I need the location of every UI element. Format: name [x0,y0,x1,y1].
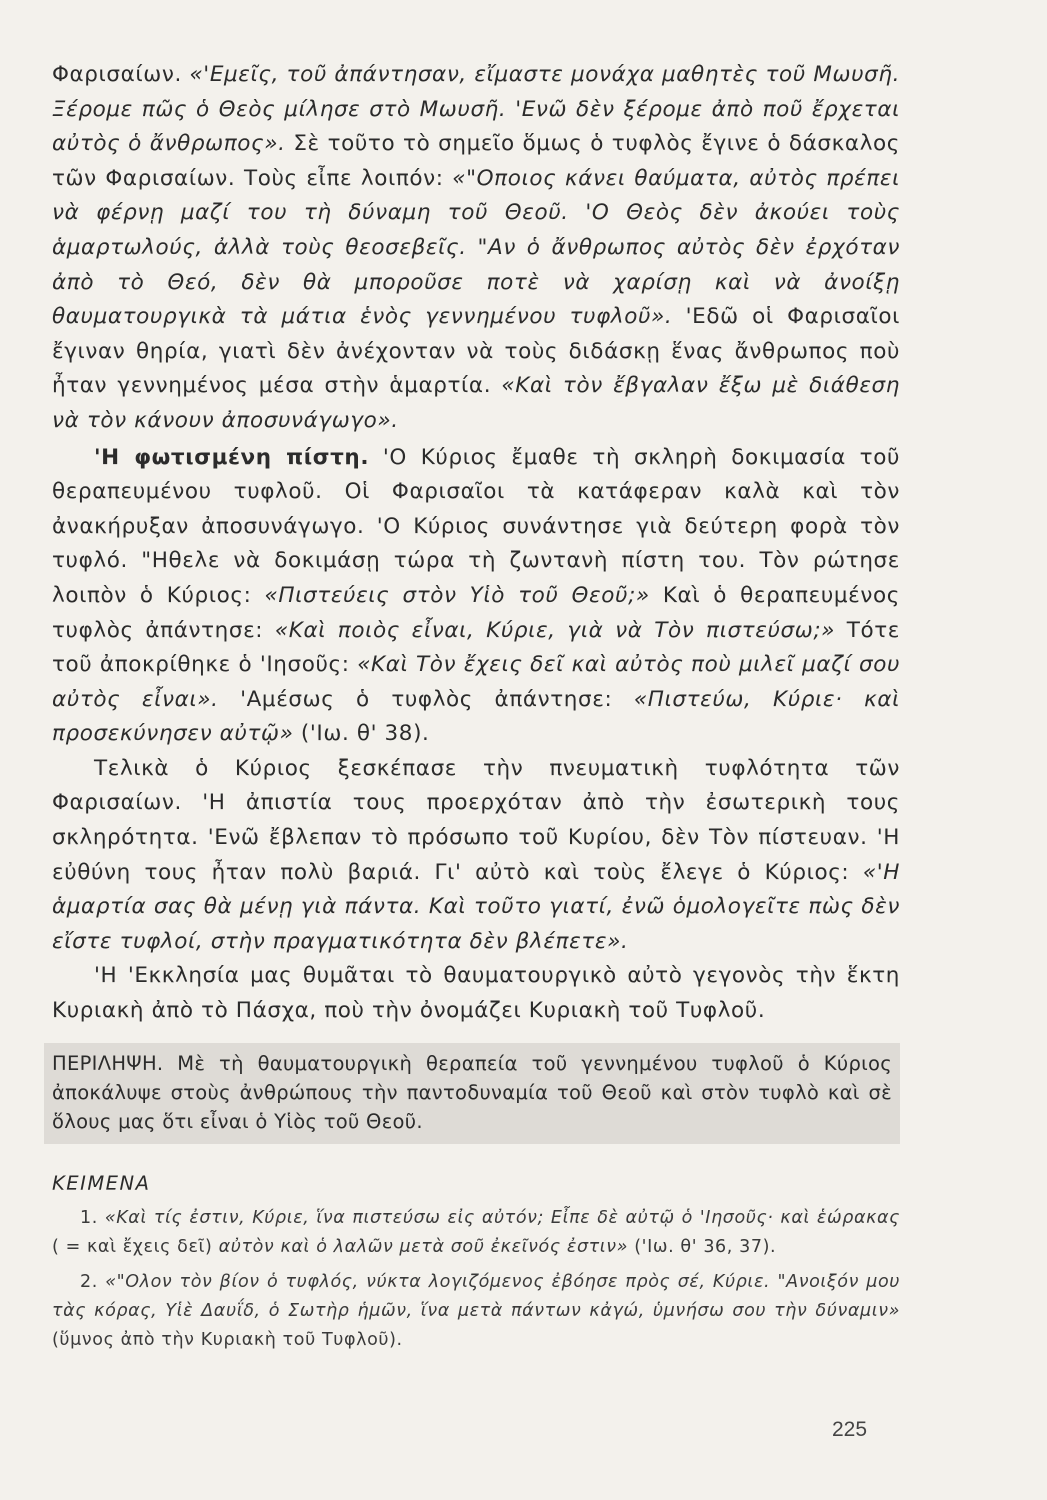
quote: αὐτὸν καὶ ὁ λαλῶν μετὰ σοῦ ἐκεῖνός ἐστιν» [218,1236,629,1257]
text-span: Τελικὰ ὁ Κύριος ξεσκέπασε τὴν πνευματικὴ τυφλότητα τῶν Φαρισαίων. 'Η ἀπιστία τους προερχόταν ἀπὸ τὴν ἐσωτερικὴ τους σκληρότητα. 'Ενῶ ἔβλεπαν τὸ πρόσωπο τοῦ Κυρίου, δὲν Τὸν πίστευαν. 'Η εὐθύνη τους ἦταν πολὺ βαριά. Γι' αὐτὸ καὶ τοὺς ἔλεγε ὁ Κύριος: [52,755,900,885]
reference: (ὕμνος ἀπὸ τὴν Κυριακὴ τοῦ Τυφλοῦ). [52,1329,403,1350]
text-span: Τότε τοῦ ἀποκρίθηκε ὁ 'Ιησοῦς: [52,617,901,678]
page-number: 225 [832,1418,868,1441]
quote: «"Ολον τὸν βίον ὁ τυφλός, νύκτα λογιζόμενος ἐβόησε πρὸς σέ, Κύριε. "Ανοιξόν μου τὰς κόρας, Υἱὲ Δαυΐδ, ὁ Σωτὴρ ἡμῶν, ἵνα μετὰ πάντων κἀγώ, ὑμνήσω σου τὴν δύναμιν» [52,1271,901,1321]
quote: «Πιστεύω, Κύριε· καὶ προσεκύνησεν αὐτῷ» [52,686,901,747]
quote: «Καὶ Τὸν ἔχεις δεῖ καὶ αὐτὸς ποὺ μιλεῖ μαζί σου αὐτὸς εἶναι». [52,652,900,712]
text-span: Καὶ ὁ θεραπευμένος τυφλὸς ἀπάντησε: [52,582,900,643]
summary-box: ΠΕΡΙΛΗΨΗ. Μὲ τὴ θαυματουργικὴ θεραπεία τοῦ γεννημένου τυφλοῦ ὁ Κύριος ἀποκάλυψε στοὺς ἀνθρώπους τὴν παντοδυναμία τοῦ Θεοῦ καὶ στὸν τυφλὸ καὶ σὲ ὅλους μας ὅτι εἶναι ὁ Υἱὸς τοῦ Θεοῦ. [44,1043,900,1144]
paragraph-4: 'Η 'Εκκλησία μας θυμᾶται τὸ θαυματουργικὸ αὐτὸ γεγονὸς τὴν ἕκτη Κυριακὴ ἀπὸ τὸ Πάσχα, ποὺ τὴν ὀνομάζει Κυριακὴ τοῦ Τυφλοῦ. [52,963,900,1024]
text-span: 'Ο Κύριος ἔμαθε τὴ σκληρὴ δοκιμασία τοῦ θεραπευμένου τυφλοῦ. Οἱ Φαρισαῖοι τὰ κατάφεραν καλὰ καὶ τὸν ἀνακήρυξαν ἀποσυνάγωγο. 'Ο Κύριος συνάντησε γιὰ δεύτερη φορὰ τὸν τυφλό. "Ηθελε νὰ δοκιμάσῃ τώρα τὴ ζωντανὴ πίστη του. Τὸν ρώτησε λοιπὸν ὁ Κύριος: [52,444,900,608]
text-span: 'Εδῶ οἱ Φαρισαῖοι ἔγιναν θηρία, γιατὶ δὲν ἀνέχονταν νὰ τοὺς διδάσκῃ ἕνας ἄνθρωπος ποὺ ἦταν γεννημένος μέσα στὴν ἁμαρτία. [52,304,901,399]
quote: «'Εμεῖς, τοῦ ἀπάντησαν, εἴμαστε μονάχα μαθητὲς τοῦ Μωυσῆ. Ξέρομε πῶς ὁ Θεὸς μίλησε στὸ Μωυσῆ. 'Ενῶ δὲν ξέρομε ἀπὸ ποῦ ἔρχεται αὐτὸς ὁ ἄνθρωπος». [52,62,901,157]
item-number: 1. [80,1207,105,1228]
reference: ('Ιω. θ' 36, 37). [628,1236,777,1257]
text-span: ( = καὶ ἔχεις δεῖ) [52,1236,219,1257]
quote: «Καὶ τίς ἐστιν, Κύριε, ἵνα πιστεύσω εἰς αὐτόν; Εἶπε δὲ αὐτῷ ὁ 'Ιησοῦς· καὶ ἑώρακας [104,1207,900,1228]
quote: «"Οποιος κάνει θαύματα, αὐτὸς πρέπει νὰ φέρνῃ μαζί του τὴ δύναμη τοῦ Θεοῦ. 'Ο Θεὸς δὲν ἀκούει τοὺς ἁμαρτωλούς, ἀλλὰ τοὺς θεοσεβεῖς. "Αν ὁ ἄνθρωπος αὐτὸς δὲν ἐρχόταν ἀπὸ τὸ Θεό, δὲν θὰ μποροῦσε ποτὲ νὰ χαρίσῃ καὶ νὰ ἀνοίξῃ θαυματουργικὰ τὰ μάτια ἑνὸς γεννημένου τυφλοῦ». [52,165,900,330]
text-span: 'Αμέσως ὁ τυφλὸς ἀπάντησε: [218,686,634,712]
texts-section [52,1204,900,1355]
quote: «Πιστεύεις στὸν Υἱὸ τοῦ Θεοῦ;» [264,582,650,608]
page-content [52,58,900,1355]
section-heading: 'Η φωτισμένη πίστη. [94,444,370,470]
texts-heading: ΚΕΙΜΕΝΑ [52,1171,151,1195]
text-span: Φαρισαίων. [52,62,190,87]
quote: «Καὶ τὸν ἔβγαλαν ἔξω μὲ διάθεση νὰ τὸν κάνουν ἀποσυνάγωγο». [52,373,900,433]
paragraph-2 [52,441,900,752]
text-span: Σὲ τοῦτο τὸ σημεῖο ὅμως ὁ τυφλὸς ἔγινε ὁ δάσκαλος τῶν Φαρισαίων. Τοὺς εἶπε λοιπόν: [52,131,900,191]
quote: «Καὶ ποιὸς εἶναι, Κύριε, γιὰ νὰ Τὸν πιστεύσω;» [274,617,836,643]
quote: «'Η ἁμαρτία σας θὰ μένῃ γιὰ πάντα. Καὶ τοῦτο γιατί, ἐνῶ ὁμολογεῖτε πὼς δὲν εἴστε τυφλοί, στὴν πραγματικότητα δὲν βλέπετε». [52,859,900,954]
paragraph-3 [52,752,900,960]
reference: ('Ιω. θ' 38). [293,721,430,747]
item-number: 2. [80,1271,106,1292]
text-item-1 [52,1204,900,1262]
paragraph-1 [52,58,900,439]
text-item-2 [52,1268,900,1355]
